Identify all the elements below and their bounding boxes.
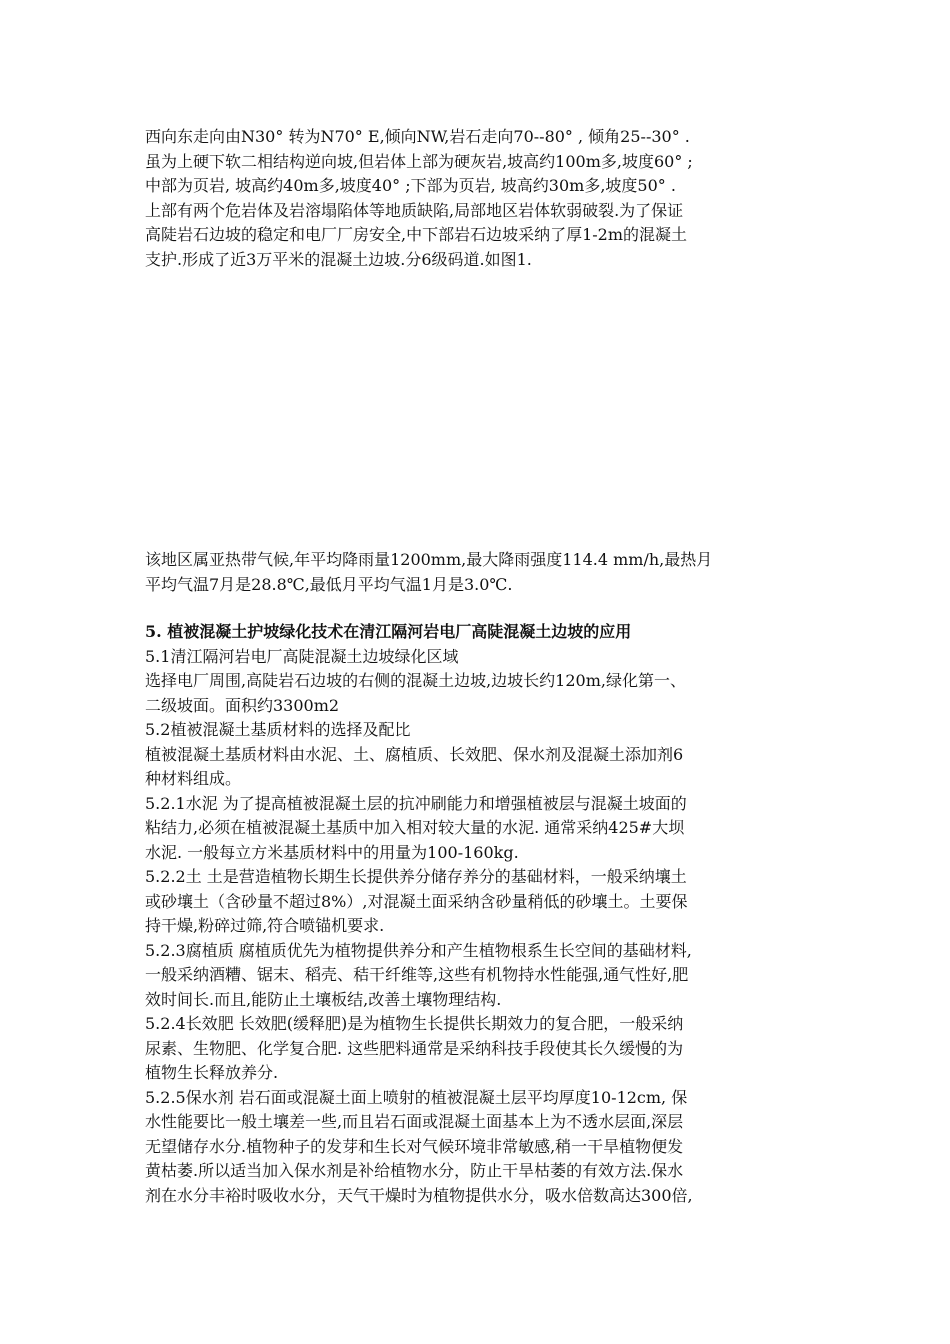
section-5	[145, 620, 810, 1208]
body-line: 尿素、生物肥、化学复合肥. 这些肥料通常是采纳科技手段使其长久缓慢的为	[145, 1038, 684, 1058]
body-line: 植物生长释放养分.	[145, 1063, 279, 1082]
body-line: 持干燥,粉碎过筛,符合喷锚机要求.	[145, 916, 385, 935]
intro-line: 高陡岩石边坡的稳定和电厂厂房安全,中下部岩石边坡采纳了厚1-2m的混凝土	[145, 225, 688, 244]
climate-paragraph	[145, 548, 810, 597]
body-line: 选择电厂周围,高陡岩石边坡的右侧的混凝土边坡,边坡长约120m,绿化第一、	[145, 671, 686, 690]
body-line: 5.2.3腐植质 腐植质优先为植物提供养分和产生植物根系生长空间的基础材料,	[145, 940, 692, 960]
intro-line: 西向东走向由N30° 转为N70° E,倾向NW,岩石走向70--80° , 倾角25--30° .	[145, 127, 690, 146]
body-line: 植被混凝土基质材料由水泥、土、腐植质、长效肥、保水剂及混凝土添加剂6	[145, 744, 684, 764]
body-line: 剂在水分丰裕时吸收水分，天气干燥时为植物提供水分，吸水倍数高达300倍,	[145, 1185, 693, 1205]
climate-line: 该地区属亚热带气候,年平均降雨量1200mm,最大降雨强度114.4 mm/h,最热月	[145, 550, 713, 569]
intro-line: 支护.形成了近3万平米的混凝土边坡.分6级码道.如图1.	[145, 249, 532, 269]
body-line: 5.2.4长效肥 长效肥(缓释肥)是为植物生长提供长期效力的复合肥，一般采纳	[145, 1014, 684, 1033]
intro-line: 中部为页岩, 坡高约40m多,坡度40° ;下部为页岩, 坡高约30m多,坡度50° .	[145, 176, 676, 195]
body-line: 水泥. 一般每立方米基质材料中的用量为100-160kg.	[145, 842, 519, 862]
body-line: 粘结力,必须在植被混凝土基质中加入相对较大量的水泥. 通常采纳425#大坝	[145, 818, 685, 837]
intro-line: 虽为上硬下软二相结构逆向坡,但岩体上部为硬灰岩,坡高约100m多,坡度60° ;	[145, 151, 693, 171]
intro-paragraph	[145, 125, 810, 272]
body-line: 种材料组成。	[145, 769, 242, 788]
body-line: 无望储存水分.植物种子的发芽和生长对气候环境非常敏感,稍一干旱植物便发	[145, 1136, 684, 1156]
intro-line: 上部有两个危岩体及岩溶塌陷体等地质缺陷,局部地区岩体软弱破裂.为了保证	[145, 200, 684, 220]
climate-line: 平均气温7月是28.8℃,最低月平均气温1月是3.0℃.	[145, 574, 513, 594]
body-line: 黄枯萎.所以适当加入保水剂是补给植物水分，防止干旱枯萎的有效方法.保水	[145, 1161, 684, 1180]
body-line: 二级坡面。面积约3300m2	[145, 695, 340, 715]
body-line: 5.2.5保水剂 岩石面或混凝土面上喷射的植被混凝土层平均厚度10-12cm, 保	[145, 1087, 688, 1107]
body-line: 5.2.2土 土是营造植物长期生长提供养分储存养分的基础材料，一般采纳壤土	[145, 867, 687, 886]
body-line: 或砂壤土（含砂量不超过8%）,对混凝土面采纳含砂量稍低的砂壤土。土要保	[145, 891, 688, 911]
body-line: 5.1清江隔河岩电厂高陡混凝土边坡绿化区域	[145, 646, 459, 666]
body-line: 5.2.1水泥 为了提高植被混凝土层的抗冲刷能力和增强植被层与混凝土坡面的	[145, 793, 687, 813]
body-line: 水性能要比一般土壤差一些,而且岩石面或混凝土面基本上为不透水层面,深层	[145, 1112, 684, 1131]
body-line: 效时间长.而且,能防止土壤板结,改善土壤物理结构.	[145, 989, 502, 1009]
body-line: 一般采纳酒糟、锯末、稻壳、秸干纤维等,这些有机物持水性能强,通气性好,肥	[145, 965, 689, 984]
section-heading: 5. 植被混凝土护坡绿化技术在清江隔河岩电厂高陡混凝土边坡的应用	[145, 622, 632, 641]
body-line: 5.2植被混凝土基质材料的选择及配比	[145, 720, 411, 739]
